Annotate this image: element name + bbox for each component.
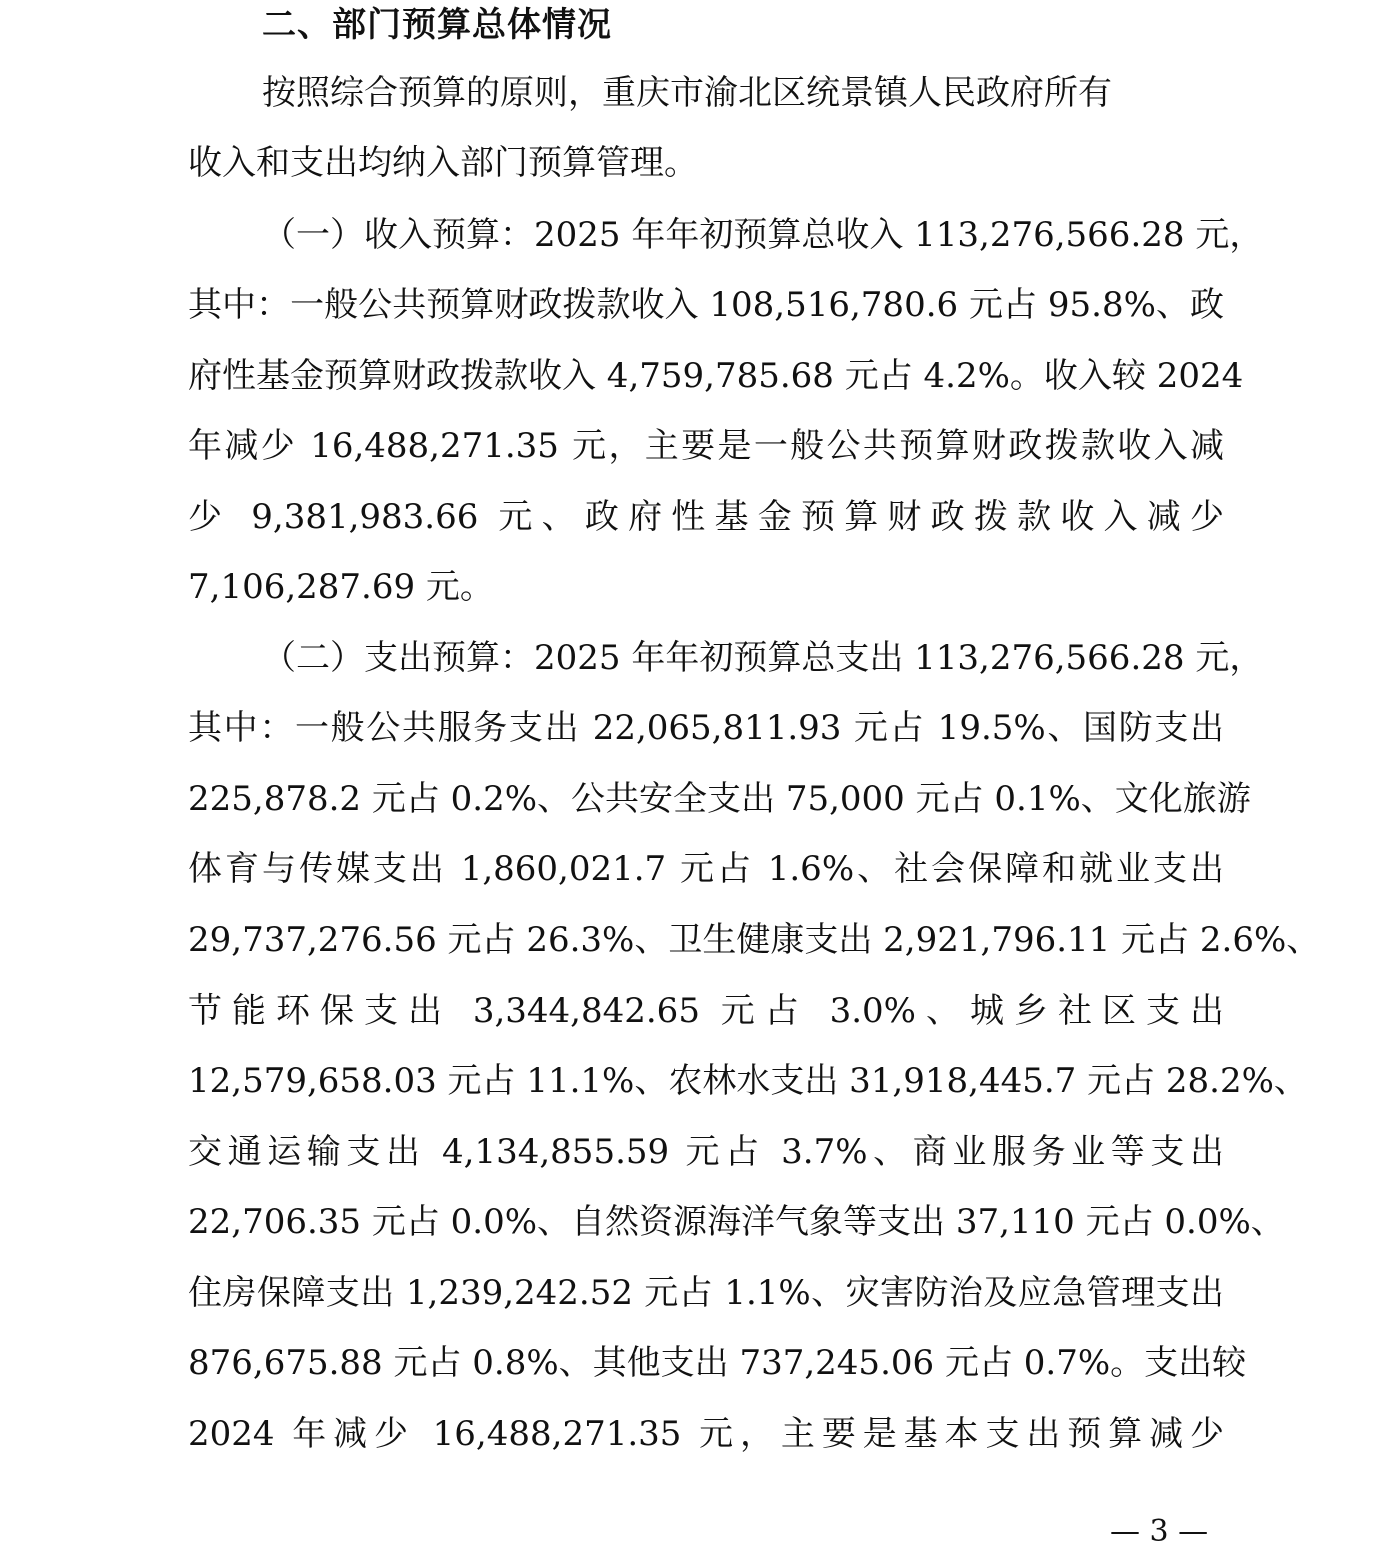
paragraph-line: 22,706.35 元占 0.0%、自然资源海洋气象等支出 37,110 元占 0.0%、 [188,1202,1285,1242]
paragraph-line: （一）收入预算：2025 年年初预算总收入 113,276,566.28 元， [262,215,1264,255]
paragraph-line: 府性基金预算财政拨款收入 4,759,785.68 元占 4.2%。收入较 2024 [188,356,1244,396]
paragraph-line: 节能环保支出 3,344,842.65 元占 3.0%、城乡社区支出 [188,991,1224,1031]
paragraph-line: 其中：一般公共服务支出 22,065,811.93 元占 19.5%、国防支出 [188,708,1224,748]
paragraph-line: 7,106,287.69 元。 [188,567,494,607]
paragraph-line: 其中：一般公共预算财政拨款收入 108,516,780.6 元占 95.8%、政 [188,285,1224,325]
paragraph-line: 住房保障支出 1,239,242.52 元占 1.1%、灾害防治及应急管理支出 [188,1273,1224,1313]
paragraph-line: 交通运输支出 4,134,855.59 元占 3.7%、商业服务业等支出 [188,1132,1224,1172]
paragraph-line: 按照综合预算的原则，重庆市渝北区统景镇人民政府所有 [262,73,1112,113]
page-number: — 3 — [1110,1514,1209,1549]
paragraph-line: 225,878.2 元占 0.2%、公共安全支出 75,000 元占 0.1%、文化旅游 [188,779,1251,819]
paragraph-line: 2024 年减少 16,488,271.35 元，主要是基本支出预算减少 [188,1414,1224,1454]
paragraph-line: （二）支出预算：2025 年年初预算总支出 113,276,566.28 元， [262,638,1264,678]
paragraph-line: 12,579,658.03 元占 11.1%、农林水支出 31,918,445.7 元占 28.2%、 [188,1061,1308,1101]
paragraph-line: 年减少 16,488,271.35 元，主要是一般公共预算财政拨款收入减 [188,426,1224,466]
paragraph-line: 少 9,381,983.66 元、政府性基金预算财政拨款收入减少 [188,497,1224,537]
paragraph-line: 收入和支出均纳入部门预算管理。 [188,143,698,183]
paragraph-line: 体育与传媒支出 1,860,021.7 元占 1.6%、社会保障和就业支出 [188,849,1224,889]
section-heading: 二、部门预算总体情况 [262,5,612,45]
paragraph-line: 876,675.88 元占 0.8%、其他支出 737,245.06 元占 0.7%。支出较 [188,1343,1247,1383]
paragraph-line: 29,737,276.56 元占 26.3%、卫生健康支出 2,921,796.11 元占 2.6%、 [188,920,1321,960]
